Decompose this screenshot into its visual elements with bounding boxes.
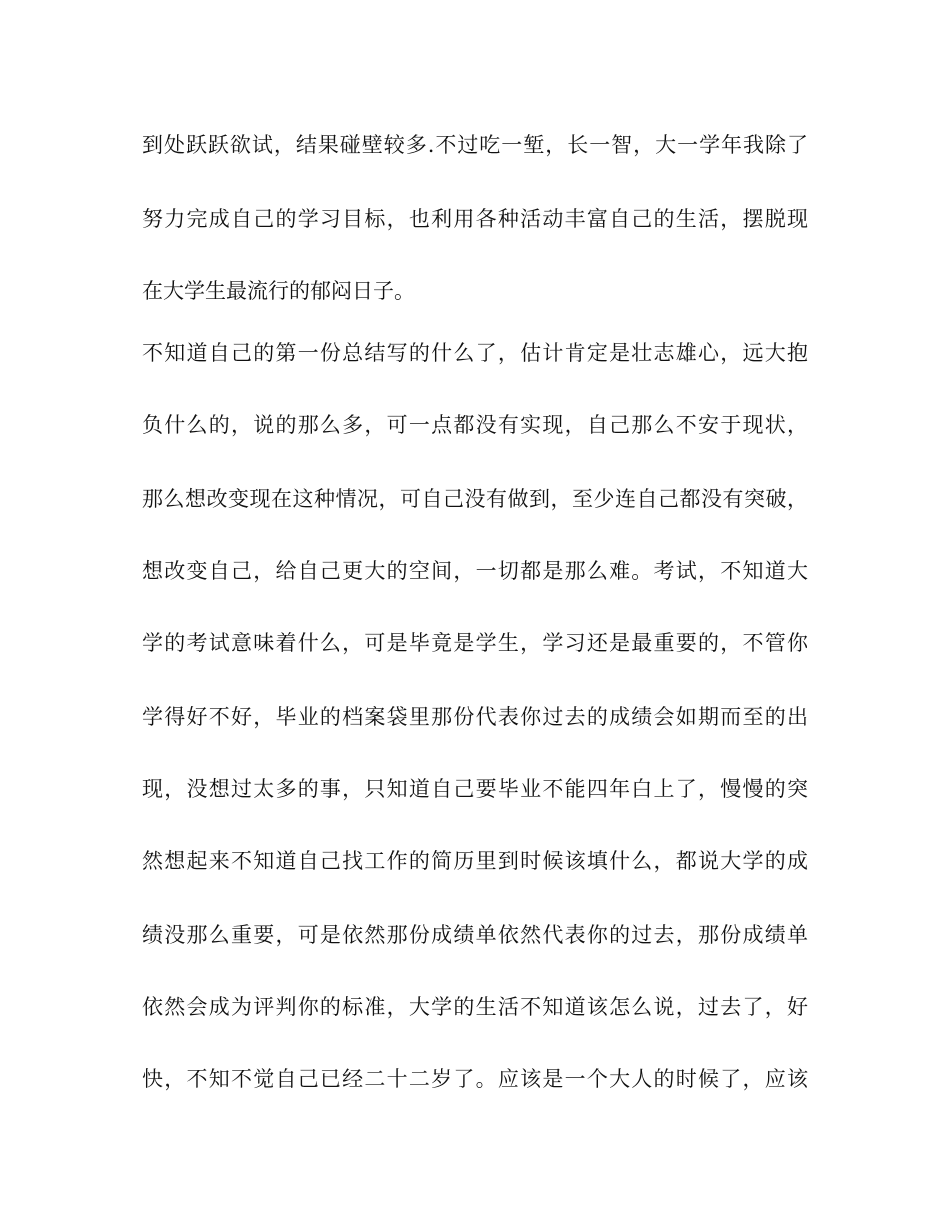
text-line: 学的考试意味着什么，可是毕竟是学生，学习还是最重要的，不管你 [142, 631, 808, 655]
text-line: 现，没想过太多的事，只知道自己要毕业不能四年白上了，慢慢的突 [142, 777, 808, 801]
text-line: 绩没那么重要，可是依然那份成绩单依然代表你的过去，那份成绩单 [142, 923, 808, 947]
text-line: 学得好不好，毕业的档案袋里那份代表你过去的成绩会如期而至的出 [142, 705, 808, 729]
text-line: 在大学生最流行的郁闷日子。 [142, 279, 415, 303]
text-line: 到处跃跃欲试，结果碰壁较多.不过吃一堑，长一智，大一学年我除了 [142, 133, 808, 157]
text-line: 负什么的，说的那么多，可一点都没有实现，自己那么不安于现状， [142, 413, 808, 437]
text-line: 快，不知不觉自己已经二十二岁了。应该是一个大人的时候了，应该 [142, 1067, 808, 1091]
text-line: 不知道自己的第一份总结写的什么了，估计肯定是壮志雄心，远大抱 [142, 341, 808, 365]
text-line: 努力完成自己的学习目标，也利用各种活动丰富自己的生活，摆脱现 [142, 207, 808, 231]
text-line: 想改变自己，给自己更大的空间，一切都是那么难。考试，不知道大 [142, 559, 808, 583]
text-line: 然想起来不知道自己找工作的简历里到时候该填什么，都说大学的成 [142, 849, 808, 873]
text-line: 依然会成为评判你的标准，大学的生活不知道该怎么说，过去了，好 [142, 995, 808, 1019]
text-line: 那么想改变现在这种情况，可自己没有做到，至少连自己都没有突破， [142, 487, 808, 511]
